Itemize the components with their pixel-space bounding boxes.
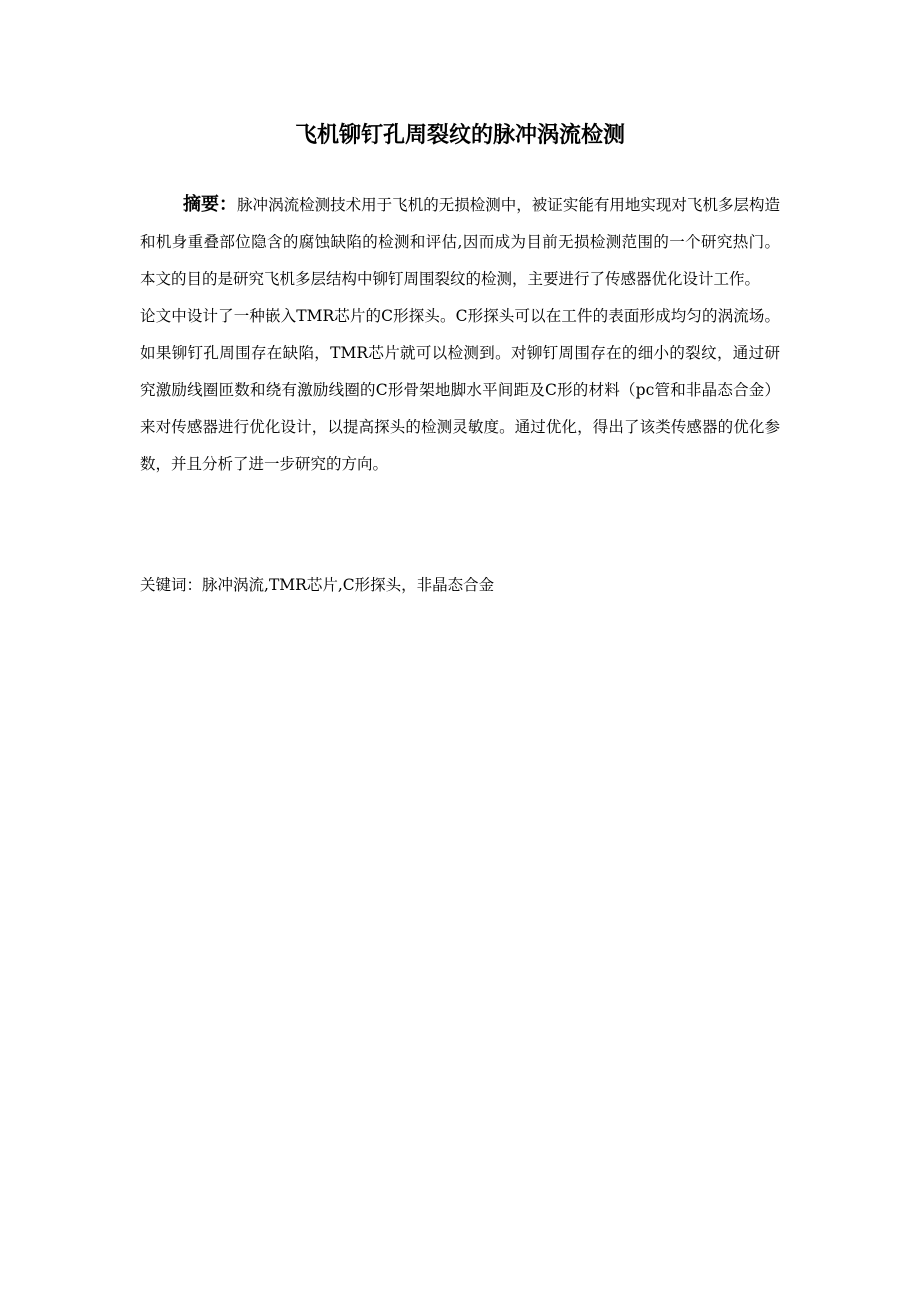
keywords-text: 脉冲涡流,TMR芯片,C形探头，非晶态合金 [202, 576, 495, 594]
paper-title: 飞机铆钉孔周裂纹的脉冲涡流检测 [294, 123, 625, 148]
abstract-paragraph-2: 论文中设计了一种嵌入TMR芯片的C形探头。C形探头可以在工件的表面形成均匀的涡流场。如果铆钉孔周围存在缺陷，TMR芯片就可以检测到。对铆钉周围存在的细小的裂纹，通过研究激励线圈匝数和绕有激励线圈的C形骨架地脚水平间距及C形的材料（pc管和非晶态合金）来对传感器进行优化设计，以提高探头的检测灵敏度。通过优化，得出了该类传感器的优化参数，并且分析了进一步研究的方向。 [140, 307, 780, 473]
keywords-label: 关键词： [140, 576, 203, 594]
abstract-label: 摘要： [183, 194, 238, 215]
keywords-section [140, 567, 780, 604]
abstract-paragraph-1-text: 脉冲涡流检测技术用于飞机的无损检测中，被证实能有用地实现对飞机多层构造和机身重叠部位隐含的腐蚀缺陷的检测和评估,因而成为目前无损检测范围的一个研究热门。 本文的目的是研究飞机多层结构中铆钉周围裂纹的检测，主要进行了传感器优化设计工作。 [140, 196, 780, 288]
abstract-section [140, 186, 780, 483]
abstract-paragraph-1 [140, 186, 780, 298]
